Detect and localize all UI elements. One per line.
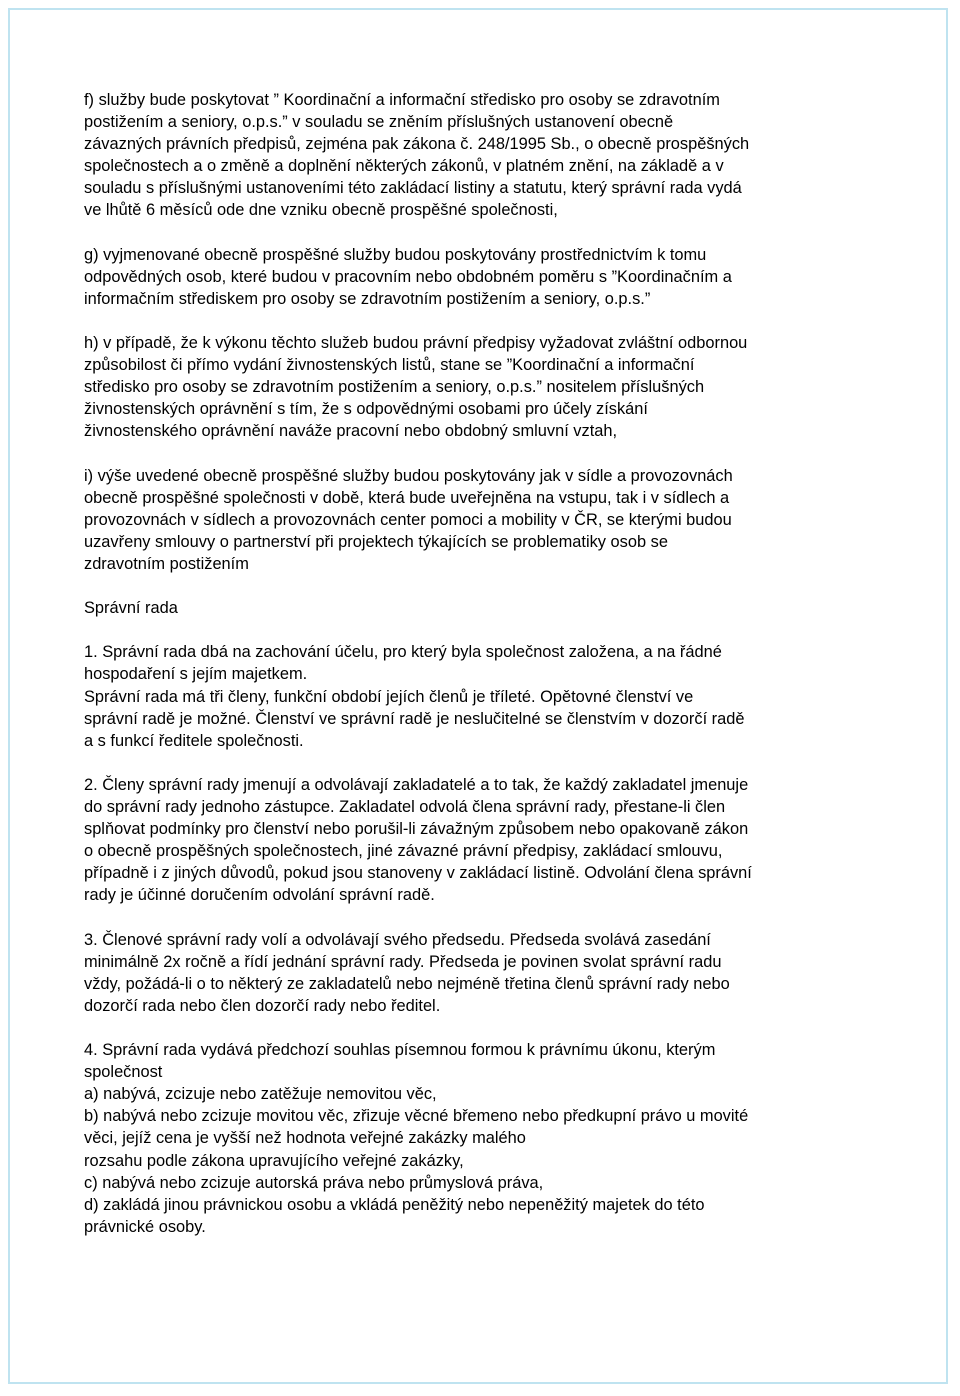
text-line: h) v případě, že k výkonu těchto služeb budou právní předpisy vyžadovat zvláštní odbornou: [84, 334, 748, 353]
text-line: hospodaření s jejím majetkem.: [84, 665, 308, 684]
paragraph-i: [84, 465, 884, 575]
text-line: živnostenského oprávnění naváže pracovní nebo obdobný smluvní vztah,: [84, 422, 618, 441]
text-line: g) vyjmenované obecně prospěšné služby budou poskytovány prostřednictvím k tomu: [84, 245, 707, 264]
text-line: uzavřeny smlouvy o partnerství při projektech týkajících se problematiky osob se: [84, 532, 668, 551]
text-line: dozorčí rada nebo člen dozorčí rady nebo ředitel.: [84, 996, 441, 1015]
text-line: případně i z jiných důvodů, pokud jsou stanoveny v zakládací listině. Odvolání člena správní: [84, 864, 752, 883]
text-line: d) zakládá jinou právnickou osobu a vkládá peněžitý nebo nepeněžitý majetek do této: [84, 1195, 705, 1214]
paragraph-2: [84, 774, 884, 907]
text-line: i) výše uvedené obecně prospěšné služby budou poskytovány jak v sídle a provozovnách: [84, 466, 733, 485]
text-line: věci, jejíž cena je vyšší než hodnota veřejné zakázky malého: [84, 1129, 526, 1148]
text-line: do správní rady jednoho zástupce. Zakladatel odvolá člena správní rady, přestane-li člen: [84, 798, 726, 816]
text-line: živnostenských oprávnění s tím, že s odpovědnými osobami pro účely získání: [84, 400, 648, 419]
text-line: informačním střediskem pro osoby se zdravotním postižením a seniory, o.p.s.”: [84, 289, 651, 308]
text-line: 2. Členy správní rady jmenují a odvolávají zakladatelé a to tak, že každý zakladatel jmenuje: [84, 775, 749, 794]
document-body: [84, 89, 884, 1260]
text-line: souladu s příslušnými ustanoveními této zakládací listiny a statutu, který správní rada vydá: [84, 179, 742, 198]
text-line: rozsahu podle zákona upravujícího veřejné zakázky,: [84, 1151, 464, 1170]
text-line: závazných právních předpisů, zejména pak zákona č. 248/1995 Sb., o obecně prospěšných: [84, 135, 750, 154]
text-line: f) služby bude poskytovat ” Koordinační a informační středisko pro osoby se zdravotním: [84, 91, 720, 109]
paragraph-4: [84, 1039, 884, 1238]
text-line: společnostech a o změně a doplnění některých zákonů, v platném znění, na základě a v: [84, 157, 724, 176]
text-line: Správní rada: [84, 599, 178, 618]
text-line: zdravotním postižením: [84, 554, 249, 573]
text-line: správní radě je možné. Členství ve správní radě je neslučitelné se členstvím v dozorčí radě: [84, 709, 745, 728]
text-line: a s funkcí ředitele společnosti.: [84, 731, 304, 750]
paragraph-g: [84, 244, 884, 310]
text-line: 1. Správní rada dbá na zachování účelu, pro který byla společnost založena, a na řádné: [84, 643, 722, 662]
text-line: odpovědných osob, které budou v pracovním nebo obdobném poměru s ”Koordinačním a: [84, 267, 732, 286]
text-line: 4. Správní rada vydává předchozí souhlas písemnou formou k právnímu úkonu, kterým: [84, 1041, 716, 1060]
text-line: b) nabývá nebo zcizuje movitou věc, zřizuje věcné břemeno nebo předkupní právo u movité: [84, 1107, 749, 1126]
text-line: minimálně 2x ročně a řídí jednání správní rady. Předseda je povinen svolat správní radu: [84, 952, 722, 971]
text-line: c) nabývá nebo zcizuje autorská práva nebo průmyslová práva,: [84, 1173, 544, 1192]
text-line: vždy, požádá-li o to některý ze zakladatelů nebo nejméně třetina členů správní rady nebo: [84, 974, 730, 993]
text-line: právnické osoby.: [84, 1217, 206, 1236]
text-line: středisko pro osoby se zdravotním postižením a seniory, o.p.s.” nositelem příslušných: [84, 378, 705, 397]
text-line: 3. Členové správní rady volí a odvolávají svého předsedu. Předseda svolává zasedání: [84, 930, 711, 949]
paragraph-h: [84, 332, 884, 442]
text-line: provozovnách v sídlech a provozovnách center pomoci a mobility v ČR, se kterými budou: [84, 510, 732, 529]
paragraph-1: [84, 641, 884, 751]
paragraph-f: [84, 89, 884, 222]
text-line: rady je účinné doručením odvolání správní radě.: [84, 886, 435, 905]
text-line: způsobilost či přímo vydání živnostenských listů, stane se ”Koordinační a informační: [84, 356, 695, 375]
text-line: Správní rada má tři členy, funkční období jejích členů je tříleté. Opětovné členství ve: [84, 687, 694, 706]
paragraph-3: [84, 929, 884, 1017]
section-heading: [84, 597, 884, 619]
text-line: postižením a seniory, o.p.s.” v souladu se zněním příslušných ustanovení obecně: [84, 113, 674, 132]
text-line: společnost: [84, 1063, 163, 1082]
text-line: ve lhůtě 6 měsíců ode dne vzniku obecně prospěšné společnosti,: [84, 201, 558, 220]
text-line: o obecně prospěšných společnostech, jiné závazné právní předpisy, zakládací smlouvu,: [84, 842, 723, 861]
text-line: obecně prospěšné společnosti v době, která bude uveřejněna na vstupu, tak i v sídlech a: [84, 488, 730, 507]
text-line: a) nabývá, zcizuje nebo zatěžuje nemovitou věc,: [84, 1085, 437, 1104]
text-line: splňovat podmínky pro členství nebo porušil-li závažným způsobem nebo opakovaně zákon: [84, 820, 749, 839]
